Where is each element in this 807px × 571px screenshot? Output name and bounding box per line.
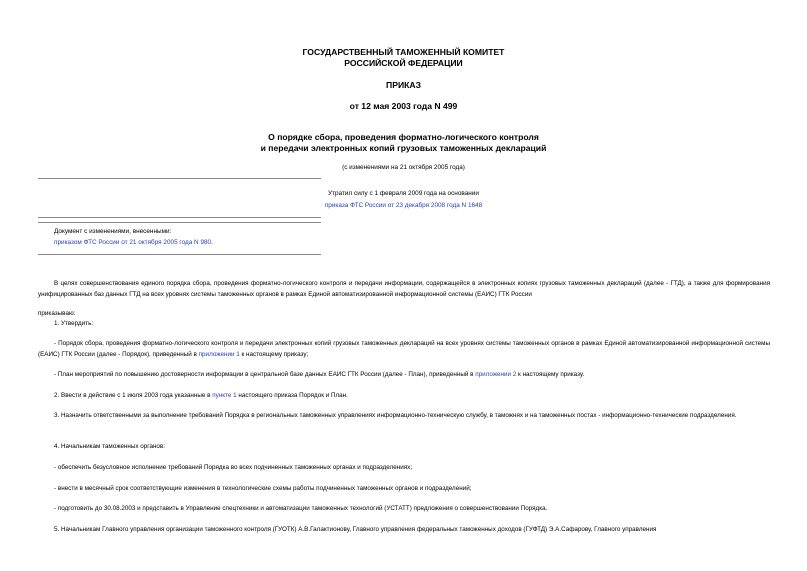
item-2-text: 2. Ввести в действие с 1 июля 2003 года указанные в xyxy=(54,392,213,399)
item-3: 3. Назначить ответственными за выполнение требований Порядка в региональных таможенных управлениях информационно-техническую службу, в таможнях и на таможенных постах - информационно-технические подразделения. xyxy=(54,412,737,419)
item-1a-text: - Порядок сбора, проведения форматно-логического контроля и передачи электронных копий грузовых таможенных деклараций на всех уровнях системы таможенных органов в рамках Единой автоматизированной информационной системы (ЕАИС) ГТК России (далее - Порядок), приведенный в xyxy=(38,340,770,358)
appendix-1-link[interactable]: приложении 1 xyxy=(198,350,240,358)
changes-label: Документ с изменениями, внесенными: xyxy=(54,228,172,235)
item-2-text-end: настоящего приказа Порядок и План. xyxy=(236,392,348,399)
item-1: 1. Утвердить: xyxy=(54,320,94,327)
divider xyxy=(38,217,321,218)
doc-title-line2: и передачи электронных копий грузовых таможенных деклараций xyxy=(260,143,547,153)
item-4: 4. Начальникам таможенных органов: xyxy=(54,443,166,450)
repeal-status-text: Утратил силу с 1 февраля 2009 года на основании xyxy=(328,190,479,197)
amendment-note: (с изменениями на 21 октября 2005 года) xyxy=(342,164,465,171)
changes-order-link[interactable]: приказом ФТС России от 21 октября 2005 года N 980 xyxy=(54,239,212,246)
item-2 xyxy=(38,391,770,402)
order-word: приказываю: xyxy=(38,310,76,317)
item-1a-text-end: к настоящему приказу; xyxy=(239,350,309,358)
item-4b: - внести в месячный срок соответствующие изменения в технологические схемы работы подчиненных таможенных органов и подразделений; xyxy=(54,485,472,492)
item-4c: - подготовить до 30.08.2003 и представить в Управление спецтехники и автоматизации таможенных технологий (УСТАТТ) предложения о совершенствовании Порядка. xyxy=(54,505,548,512)
appendix-2-link[interactable]: приложении 2 xyxy=(475,371,517,378)
divider xyxy=(38,178,321,179)
org-name-line1: ГОСУДАРСТВЕННЫЙ ТАМОЖЕННЫЙ КОМИТЕТ xyxy=(302,47,505,57)
item-4a: - обеспечить безусловное исполнение требований Порядка во всех подчиненных таможенных органах и подразделениях; xyxy=(54,464,413,471)
item-1b-text: - План мероприятий по повышению достоверности информации в центральной базе данных ЕАИС ГТК России (далее - План), приведенный в xyxy=(54,371,476,378)
changes-line xyxy=(54,238,213,247)
point-1-link[interactable]: пункте 1 xyxy=(212,392,237,399)
repeal-order-link[interactable]: приказа ФТС России от 23 декабря 2008 года N 1648 xyxy=(324,202,483,209)
divider xyxy=(38,254,321,255)
item-1a xyxy=(38,339,770,360)
item-1b xyxy=(38,370,770,381)
doc-date-number: от 12 мая 2003 года N 499 xyxy=(349,101,458,111)
doc-type: ПРИКАЗ xyxy=(386,80,421,90)
item-5: 5. Начальникам Главного управления организации таможенного контроля (ГУОТК) А.В.Галактионову, Главного управления федеральных таможенных доходов (ГУФТД) Э.А.Сафарову, Главного управления xyxy=(54,526,657,533)
divider xyxy=(38,222,321,223)
changes-suffix: . xyxy=(211,239,213,246)
item-1b-text-end: к настоящему приказу. xyxy=(516,371,585,378)
org-name-line2: РОССИЙСКОЙ ФЕДЕРАЦИИ xyxy=(344,58,463,68)
preamble-paragraph: В целях совершенствования единого порядка сбора, проведения форматно-логического контроля и передачи информации, содержащейся в электронных копиях грузовых таможенных деклараций (далее - ГТД), а также для формирования унифицированных баз данных ГТД на всех уровнях системы таможенных органов в рамках Единой автоматизированной информационной системы (ЕАИС) ГТК России xyxy=(38,280,770,298)
doc-title-line1: О порядке сбора, проведения форматно-логического контроля xyxy=(268,132,539,142)
